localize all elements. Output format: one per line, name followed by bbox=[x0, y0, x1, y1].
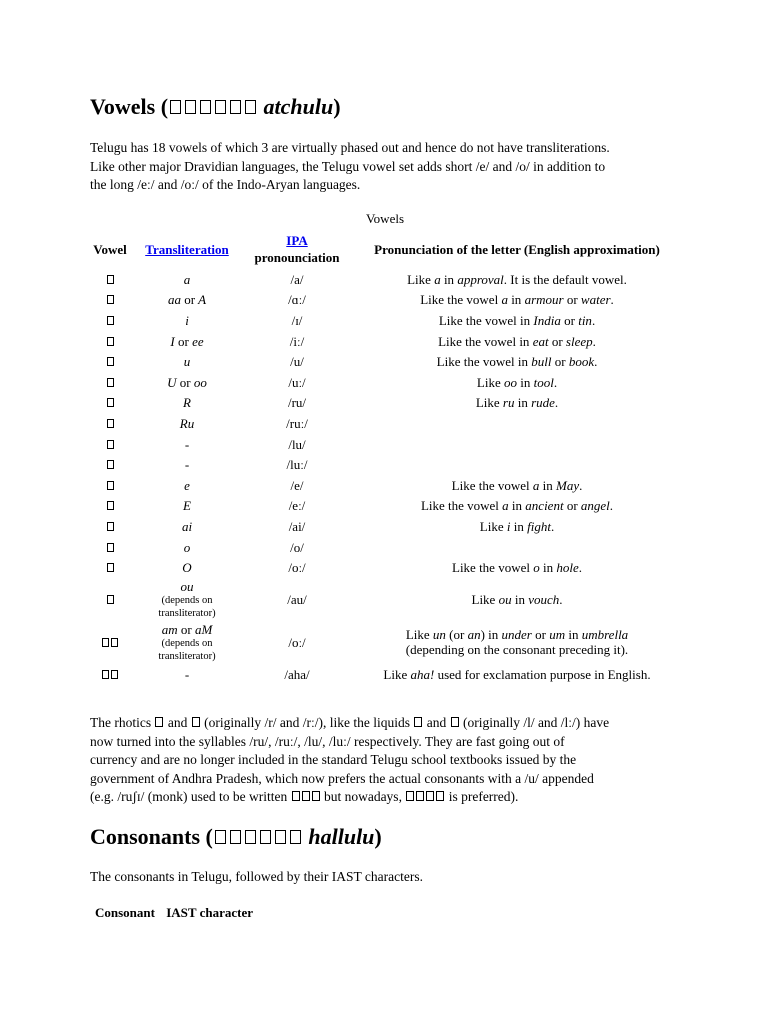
transliteration-cell: o bbox=[183, 539, 191, 555]
pronunciation-cell: Like i in fight. bbox=[479, 518, 555, 534]
header-transliteration bbox=[132, 229, 242, 269]
vowel-glyph-cell bbox=[88, 393, 132, 414]
telugu-glyph-placeholder bbox=[107, 398, 114, 407]
table-row bbox=[88, 664, 682, 685]
telugu-glyph-placeholder bbox=[107, 460, 114, 469]
telugu-glyph-placeholder bbox=[200, 100, 211, 114]
transliteration-cell: U or oo bbox=[167, 374, 207, 390]
vowel-glyph-cell bbox=[88, 434, 132, 455]
pronunciation-cell: Like ru in rude. bbox=[475, 395, 559, 411]
pronunciation-cell: Like the vowel a in ancient or angel. bbox=[420, 498, 614, 514]
header-consonant: Consonant bbox=[95, 905, 155, 920]
pronunciation-cell: Like oo in tool. bbox=[476, 374, 558, 390]
vowel-glyph-cell bbox=[88, 516, 132, 537]
ipa-cell: /oː/ bbox=[288, 634, 306, 650]
vowel-glyph-cell bbox=[88, 454, 132, 475]
transliteration-cell: aa or A bbox=[167, 292, 207, 308]
table-row bbox=[88, 454, 682, 475]
table-row bbox=[88, 475, 682, 496]
transliteration-cell: - bbox=[184, 666, 190, 682]
consonants-intro-paragraph: The consonants in Telugu, followed by their IAST characters. bbox=[90, 869, 423, 884]
telugu-glyph-placeholder bbox=[107, 595, 114, 604]
telugu-glyph-placeholder bbox=[245, 100, 256, 114]
vowel-glyph-cell bbox=[88, 310, 132, 331]
table-row bbox=[88, 310, 682, 331]
header-ipa: IPA pronounciation bbox=[254, 233, 340, 265]
transliteration-cell: Ru bbox=[179, 415, 195, 431]
pronunciation-cell: Like the vowel in India or tin. bbox=[438, 312, 596, 328]
header-vowel: Vowel bbox=[93, 241, 127, 257]
telugu-glyph-placeholder bbox=[107, 295, 114, 304]
telugu-glyph-placeholder bbox=[111, 670, 118, 679]
vowel-glyph-cell bbox=[88, 578, 132, 621]
vowels-heading bbox=[90, 93, 341, 121]
pronunciation-cell: Like the vowel a in armour or water. bbox=[420, 292, 614, 308]
telugu-glyph-placeholder bbox=[414, 717, 422, 727]
header-pronunciation: Pronunciation of the letter (English approximation) bbox=[374, 241, 660, 257]
pronunciation-cell: Like the vowel a in May. bbox=[451, 477, 583, 493]
vowel-glyph-cell bbox=[88, 413, 132, 434]
pronunciation-cell: Like the vowel in bull or book. bbox=[436, 354, 598, 370]
pronunciation-cell: Like un (or an) in under or um in umbrella (depending on the consonant preceding it). bbox=[405, 627, 629, 658]
ipa-cell: /ai/ bbox=[288, 518, 306, 534]
ipa-cell: /au/ bbox=[287, 591, 307, 607]
telugu-glyph-placeholder bbox=[107, 357, 114, 366]
table-row bbox=[88, 496, 682, 517]
pronunciation-cell bbox=[352, 413, 682, 434]
table-row bbox=[88, 557, 682, 578]
telugu-glyph-placeholder bbox=[107, 563, 114, 572]
consonants-heading-suffix: ) bbox=[374, 824, 382, 849]
telugu-glyph-placeholder bbox=[155, 717, 163, 727]
transliteration-cell: am or aM (depends on transliterator) bbox=[158, 621, 216, 662]
telugu-glyph-placeholder bbox=[107, 501, 114, 510]
telugu-glyph-placeholder bbox=[170, 100, 181, 114]
telugu-glyph-placeholder bbox=[102, 670, 109, 679]
table-row bbox=[88, 269, 682, 290]
vowels-heading-suffix: ) bbox=[333, 94, 341, 119]
ipa-cell: /luː/ bbox=[286, 457, 308, 473]
vowels-intro-paragraph: Telugu has 18 vowels of which 3 are virtually phased out and hence do not have transliterations. Like other major Dravidian languages, the Telugu vowel set adds short /e/ and /o/ in addition to the long /eː/ and /oː/ of the Indo-Aryan languages. bbox=[90, 140, 610, 192]
ipa-link[interactable]: IPA bbox=[286, 233, 308, 248]
ipa-cell: /uː/ bbox=[288, 374, 306, 390]
telugu-glyph-placeholder bbox=[230, 100, 241, 114]
telugu-glyph-placeholder bbox=[111, 638, 118, 647]
telugu-glyph-placeholder bbox=[275, 830, 286, 844]
table-header-row bbox=[88, 229, 682, 269]
transliteration-link[interactable]: Transliteration bbox=[145, 241, 229, 257]
transliteration-cell: e bbox=[184, 477, 190, 493]
telugu-glyph-placeholder bbox=[107, 316, 114, 325]
ipa-cell: /iː/ bbox=[289, 333, 305, 349]
vowel-glyph-cell bbox=[88, 537, 132, 558]
ipa-cell: /e/ bbox=[290, 477, 304, 493]
rhotics-paragraph: The rhotics and (originally /r/ and /rː/), like the liquids and (originally /l/ and /lː/) have now turned into the syllables /ru/, /ruː/, /lu/, /luː/ respectively. They are fast going out of currency and are no longer included in the standard Telugu school textbooks issued by the government of Andhra Pradesh, which now prefers the actual consonants with a /u/ appended (e.g. /ruʃɪ/ (monk) used to be written but nowadays, is preferred). bbox=[90, 715, 610, 804]
table-row bbox=[88, 516, 682, 537]
transliteration-cell: E bbox=[183, 498, 191, 514]
table-row bbox=[88, 413, 682, 434]
transliteration-cell: I or ee bbox=[170, 333, 204, 349]
transliteration-cell: R bbox=[183, 395, 191, 411]
vowel-glyph-cell bbox=[88, 372, 132, 393]
telugu-glyph-placeholder bbox=[107, 378, 114, 387]
vowel-glyph-cell bbox=[88, 557, 132, 578]
table-row bbox=[88, 537, 682, 558]
transliteration-cell: - bbox=[184, 436, 190, 452]
vowels-table bbox=[88, 229, 682, 685]
table-row bbox=[88, 331, 682, 352]
ipa-cell: /oː/ bbox=[288, 560, 306, 576]
transliteration-cell: u bbox=[183, 354, 191, 370]
pronunciation-cell bbox=[352, 434, 682, 455]
transliteration-cell: O bbox=[182, 560, 192, 576]
pronunciation-cell: Like the vowel in eat or sleep. bbox=[438, 333, 596, 349]
consonant-table-header bbox=[95, 905, 261, 921]
pronunciation-cell: Like ou in vouch. bbox=[471, 591, 563, 607]
vowel-glyph-cell bbox=[88, 269, 132, 290]
telugu-glyph-placeholder bbox=[107, 522, 114, 531]
telugu-glyph-placeholder bbox=[107, 275, 114, 284]
vowels-table-body bbox=[88, 269, 682, 685]
ipa-cell: /ɑː/ bbox=[288, 292, 306, 308]
vowel-glyph-cell bbox=[88, 290, 132, 311]
pronunciation-cell: Like the vowel o in hole. bbox=[452, 560, 582, 576]
transliteration-cell: - bbox=[184, 457, 190, 473]
table-row bbox=[88, 621, 682, 664]
vowels-heading-prefix: Vowels ( bbox=[90, 94, 169, 119]
transliteration-cell: ai bbox=[181, 518, 193, 534]
table-row bbox=[88, 351, 682, 372]
vowel-glyph-cell bbox=[88, 475, 132, 496]
vowel-glyph-cell bbox=[88, 621, 132, 664]
vowel-glyph-cell bbox=[88, 331, 132, 352]
consonants-heading-prefix: Consonants ( bbox=[90, 824, 213, 849]
vowel-glyph-cell bbox=[88, 496, 132, 517]
telugu-glyph-placeholders bbox=[168, 94, 258, 119]
pronunciation-cell: Like a in approval. It is the default vowel. bbox=[407, 271, 627, 287]
header-iast: IAST character bbox=[166, 905, 253, 920]
pronunciation-cell: Like aha! used for exclamation purpose in English. bbox=[383, 666, 651, 682]
table-row bbox=[88, 393, 682, 414]
telugu-glyph-placeholder bbox=[107, 543, 114, 552]
telugu-glyph-placeholder bbox=[215, 830, 226, 844]
telugu-glyph-placeholder bbox=[192, 717, 200, 727]
ipa-cell: /ruː/ bbox=[286, 415, 308, 431]
telugu-glyph-placeholder bbox=[107, 419, 114, 428]
pronunciation-cell bbox=[352, 537, 682, 558]
pronunciation-cell bbox=[352, 454, 682, 475]
telugu-glyph-placeholder bbox=[260, 830, 271, 844]
ipa-cell: /aha/ bbox=[284, 666, 310, 682]
telugu-glyph-placeholder bbox=[185, 100, 196, 114]
table-row bbox=[88, 372, 682, 393]
telugu-glyph-placeholders bbox=[213, 824, 303, 849]
transliteration-cell: i bbox=[185, 312, 189, 328]
vowels-heading-transliteration: atchulu bbox=[263, 94, 334, 119]
ipa-cell: /u/ bbox=[290, 354, 304, 370]
transliteration-cell: a bbox=[183, 271, 191, 287]
table-row bbox=[88, 434, 682, 455]
vowel-glyph-cell bbox=[88, 664, 132, 685]
telugu-glyph-placeholder bbox=[107, 481, 114, 490]
telugu-glyph-placeholder bbox=[107, 440, 114, 449]
ipa-cell: /ru/ bbox=[287, 395, 307, 411]
ipa-cell: /o/ bbox=[290, 539, 304, 555]
telugu-glyph-placeholder bbox=[102, 638, 109, 647]
telugu-glyph-placeholder bbox=[290, 830, 301, 844]
ipa-cell: /ɪ/ bbox=[291, 312, 303, 328]
table-row bbox=[88, 578, 682, 621]
telugu-glyph-placeholder bbox=[107, 337, 114, 346]
transliteration-cell: ou (depends on transliterator) bbox=[158, 578, 216, 619]
ipa-cell: /a/ bbox=[290, 271, 304, 287]
ipa-cell: /lu/ bbox=[288, 436, 306, 452]
consonants-heading-transliteration: hallulu bbox=[308, 824, 375, 849]
vowel-glyph-cell bbox=[88, 351, 132, 372]
consonants-heading bbox=[90, 823, 382, 851]
telugu-glyph-placeholder bbox=[245, 830, 256, 844]
telugu-glyph-placeholder bbox=[451, 717, 459, 727]
telugu-glyph-placeholder bbox=[215, 100, 226, 114]
ipa-cell: /eː/ bbox=[288, 498, 306, 514]
table-caption: Vowels bbox=[365, 211, 405, 226]
table-row bbox=[88, 290, 682, 311]
telugu-glyph-placeholder bbox=[230, 830, 241, 844]
